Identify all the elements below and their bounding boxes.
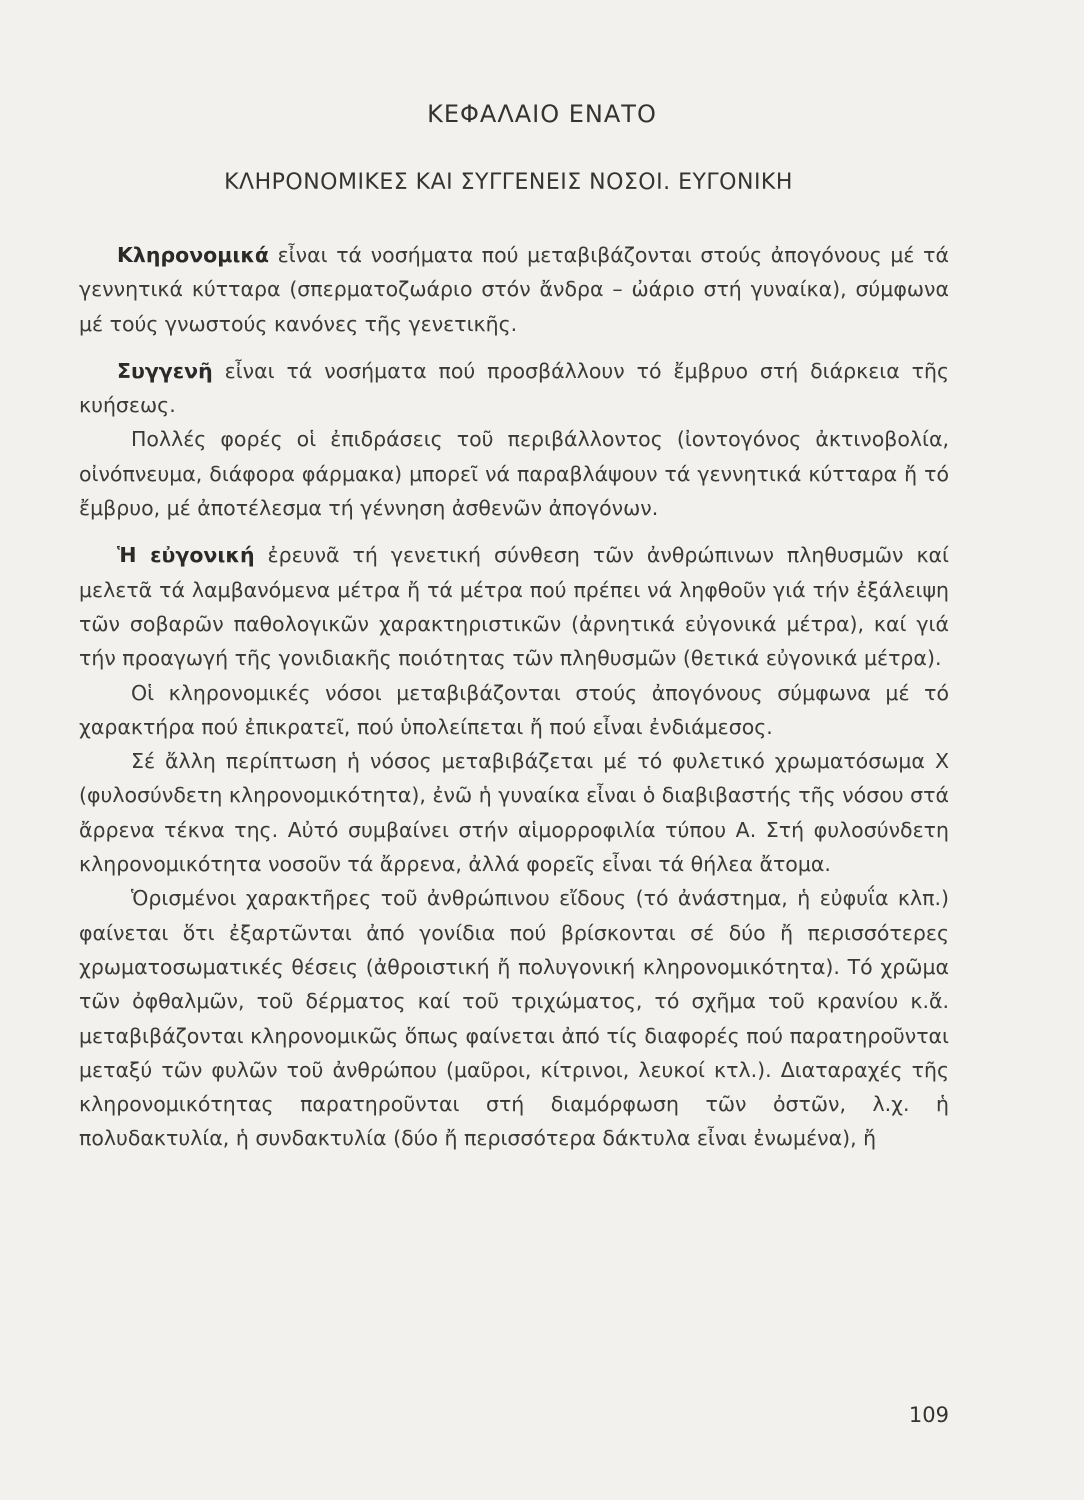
paragraph-polygenic: Ὁρισμένοι χαρακτῆρες τοῦ ἀνθρώπινου εἴδους (τό ἀνάστημα, ἡ εὐφυΐα κλπ.) φαίνεται ὅτι ἐξαρτῶνται ἀπό γονίδια πού βρίσκονται σέ δύο ἤ περισσότερες χρωματοσωματικές θέσεις (ἀθροιστική ἤ πολυγονική κληρονομικότητα). Τό χρῶμα τῶν ὀφθαλμῶν, τοῦ δέρματος καί τοῦ τριχώματος, τό σχῆμα τοῦ κρανίου κ.ἄ. μεταβιβάζονται κληρονομικῶς ὅπως φαίνεται ἀπό τίς διαφορές πού παρατηροῦνται μεταξύ τῶν φυλῶν τοῦ ἀνθρώπου (μαῦροι, κίτρινοι, λευκοί κτλ.). Διαταραχές τῆς κληρονομικότητας παρατηροῦνται στή διαμόρφωση τῶν ὀστῶν, λ.χ. ἡ πολυδακτυλία, ἡ συνδακτυλία (δύο ἤ περισσότερα δάκτυλα εἶναι ἐνωμένα), ἤ (79, 886, 949, 1151)
page-number: 109 (908, 1403, 949, 1427)
paragraph-sex-linked: Σέ ἄλλη περίπτωση ἡ νόσος μεταβιβάζεται μέ τό φυλετικό χρωματόσωμα Χ (φυλοσύνδετη κληρονομικότητα), ἐνῶ ἡ γυναίκα εἶναι ὁ διαβιβαστής τῆς νόσου στά ἄρρενα τέκνα της. Αὐτό συμβαίνει στήν αἱμορροφιλία τύπου Α. Στή φυλοσύνδετη κληρονομικότητα νοσοῦν τά ἄρρενα, ἀλλά φορεῖς εἶναι τά θήλεα ἄτομα. (79, 749, 949, 877)
term-hereditary: Κληρονομικά (117, 243, 269, 267)
body-text (79, 238, 949, 1156)
term-eugenics: Ἡ εὐγονική (117, 543, 255, 568)
paragraph-hereditary (79, 238, 949, 341)
chapter-heading: ΚΕΦΑΛΑΙΟ ΕΝΑΤΟ (427, 100, 657, 128)
term-congenital: Συγγενῆ (117, 358, 213, 383)
paragraph-text: ἐρευνᾶ τή γενετική σύνθεση τῶν ἀνθρώπινων πληθυσμῶν καί μελετᾶ τά λαμβανόμενα μέτρα ἤ τά μέτρα πού πρέπει νά ληφθοῦν γιά τήν ἐξάλειψη τῶν σοβαρῶν παθολογικῶν χαρακτηριστικῶν (ἀρνητικά εὐγονικά μέτρα), καί γιά τήν προαγωγή τῆς γονιδιακῆς ποιότητας τῶν πληθυσμῶν (θετικά εὐγονικά μέτρα). (79, 543, 949, 671)
paragraph-congenital (79, 354, 949, 423)
paragraph-eugenics (79, 538, 949, 675)
paragraph-inheritance-modes: Οἱ κληρονομικές νόσοι μεταβιβάζονται στούς ἀπογόνους σύμφωνα μέ τό χαρακτήρα πού ἐπικρατεῖ, πού ὑπολείπεται ἤ πού εἶναι ἐνδιάμεσος. (79, 680, 949, 739)
paragraph-text: εἶναι τά νοσήματα πού προσβάλλουν τό ἔμβρυο στή διάρκεια τῆς κυήσεως. (79, 358, 949, 418)
paragraph-environment: Πολλές φορές οἱ ἐπιδράσεις τοῦ περιβάλλοντος (ἰοντογόνος ἀκτινοβολία, οἰνόπνευμα, διάφορα φάρμακα) μπορεῖ νά παραβλάψουν τά γεννητικά κύτταρα ἤ τό ἔμβρυο, μέ ἀποτέλεσμα τή γέννηση ἀσθενῶν ἀπογόνων. (79, 427, 949, 521)
paragraph-text: εἶναι τά νοσήματα πού μεταβιβάζονται στούς ἀπογόνους μέ τά γεννητικά κύτταρα (σπερματοζωάριο στόν ἄνδρα – ὠάριο στή γυναίκα), σύμφωνα μέ τούς γνωστούς κανόνες τῆς γενετικῆς. (79, 243, 949, 336)
chapter-title: ΚΛΗΡΟΝΟΜΙΚΕΣ ΚΑΙ ΣΥΓΓΕΝΕΙΣ ΝΟΣΟΙ. ΕΥΓΟΝΙΚΗ (224, 170, 793, 195)
